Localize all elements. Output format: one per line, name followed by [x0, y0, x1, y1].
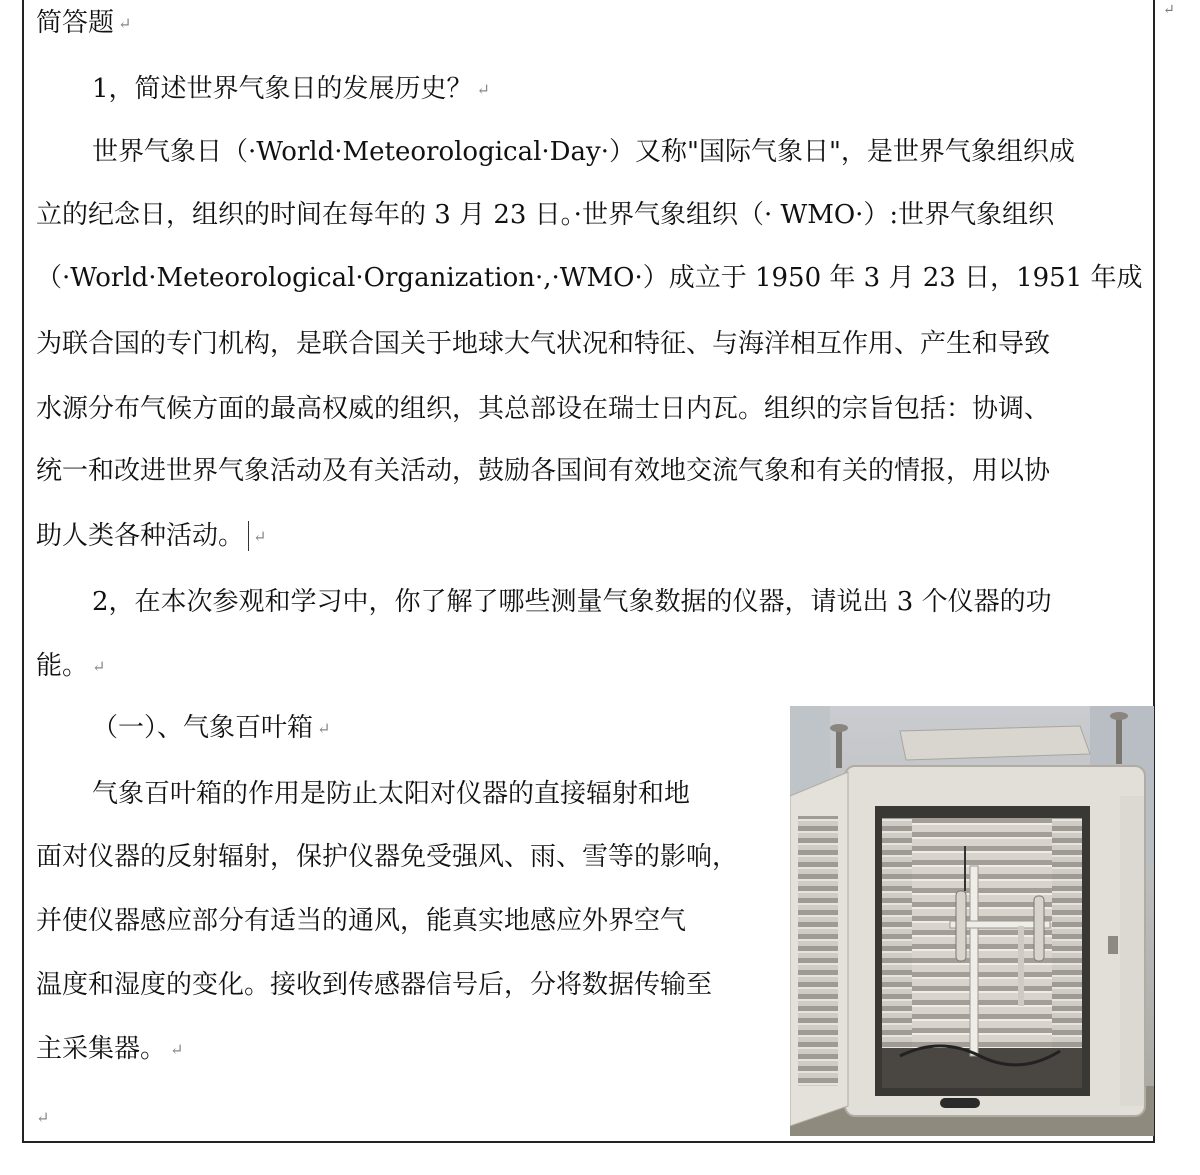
q1-line-6: 统一和改进世界气象活动及有关活动，鼓励各国间有效地交流气象和有关的情报，用以协	[36, 456, 1051, 486]
paragraph-mark: ↵	[476, 80, 490, 99]
q1-line-4: 为联合国的专门机构，是联合国关于地球大气状况和特征、与海洋相互作用、产生和导致	[36, 329, 1051, 359]
q1-line-3: （·World·Meteorological·Organization·,·WMO·）成立于 1950 年 3 月 23 日，1951 年成	[36, 263, 1143, 293]
paragraph-mark: ↵	[118, 14, 132, 33]
paragraph-mark: ↵	[317, 719, 331, 738]
q1-line-7-wrap	[36, 519, 266, 554]
heading-line	[36, 6, 131, 41]
q2-line-2-wrap	[36, 649, 105, 684]
q1-line-2: 立的纪念日，组织的时间在每年的 3 月 23 日。·世界气象组织（· WMO·）:世界气象组织	[36, 200, 1055, 230]
q1-line-5: 水源分布气候方面的最高权威的组织，其总部设在瑞士日内瓦。组织的宗旨包括：协调、	[36, 394, 1051, 424]
section1-line-2: 面对仪器的反射辐射，保护仪器免受强风、雨、雪等的影响，	[36, 842, 739, 872]
section1-line-3: 并使仪器感应部分有适当的通风，能真实地感应外界空气	[36, 906, 687, 936]
section1-line-4: 温度和湿度的变化。接收到传感器信号后，分将数据传输至	[36, 970, 713, 1000]
q2-line-2: 能。	[36, 651, 89, 681]
section1-line-5-wrap	[36, 1032, 183, 1067]
q2-line-1: 2，在本次参观和学习中，你了解了哪些测量气象数据的仪器，请说出 3 个仪器的功	[92, 587, 1052, 617]
section1-line-1: 气象百叶箱的作用是防止太阳对仪器的直接辐射和地	[92, 779, 691, 809]
section1-title-line	[92, 711, 330, 746]
q1-question-line	[92, 72, 490, 107]
paragraph-mark: ↵	[36, 1108, 50, 1127]
paragraph-mark: ↵	[92, 657, 106, 676]
empty-paragraph	[36, 1100, 49, 1135]
section1-line-5: 主采集器。	[36, 1034, 167, 1064]
heading: 简答题	[36, 8, 115, 38]
paragraph-mark: ↵	[253, 527, 267, 546]
q1-line-7: 助人类各种活动。	[36, 521, 245, 551]
cell-end-mark: ↵	[1163, 2, 1175, 18]
paragraph-mark: ↵	[170, 1040, 184, 1059]
weather-screen-photo	[790, 706, 1154, 1136]
q1-question: 1，简述世界气象日的发展历史？	[92, 74, 473, 104]
section1-title: （一）、气象百叶箱	[92, 713, 314, 743]
q1-line-1: 世界气象日（·World·Meteorological·Day·）又称"国际气象日"，是世界气象组织成	[92, 137, 1075, 167]
